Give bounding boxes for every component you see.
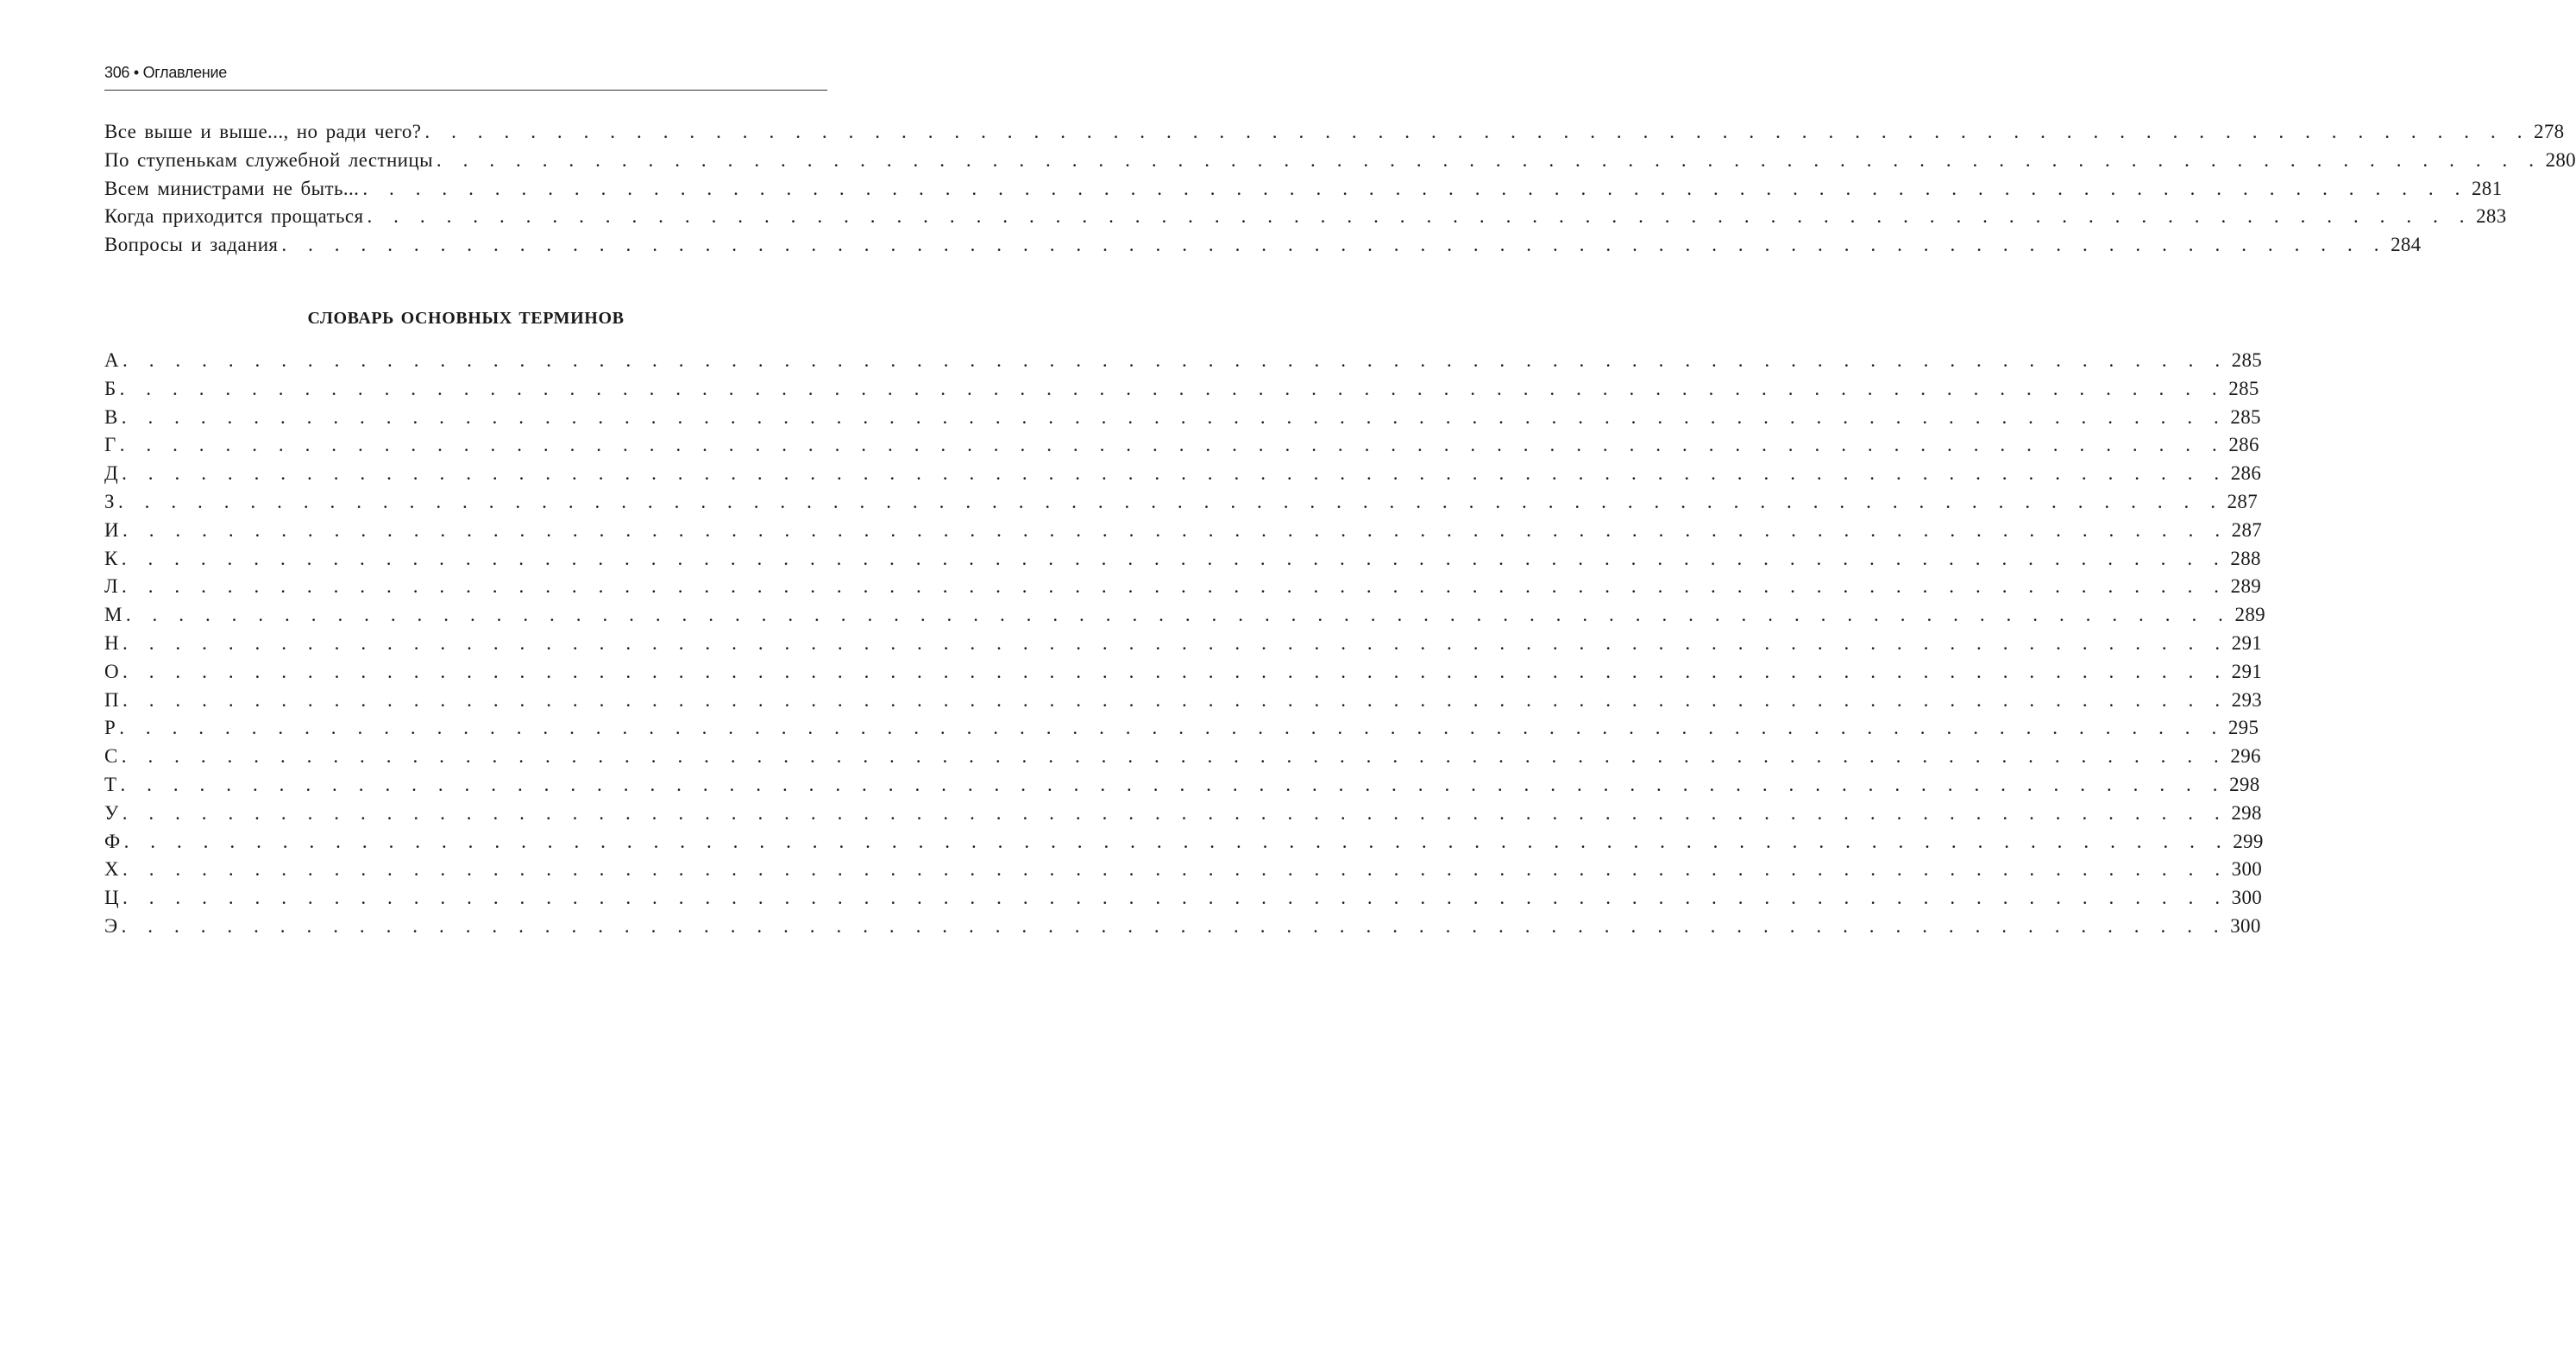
toc-entry-label: Все выше и выше..., но ради чего?	[104, 121, 422, 142]
toc-entry-label: С	[104, 745, 118, 768]
toc-entry-label: Т	[104, 773, 117, 795]
toc-entry-page: 298	[2229, 773, 2260, 795]
header-rule	[104, 90, 827, 91]
toc-entry[interactable]	[104, 771, 2260, 800]
toc-entry[interactable]	[104, 687, 2263, 715]
toc-entry[interactable]	[104, 175, 2503, 204]
toc-entry[interactable]	[104, 118, 2565, 147]
toc-entry-page: 295	[2227, 717, 2259, 739]
toc-entry[interactable]	[104, 800, 2262, 828]
toc-entry-page: 286	[2228, 434, 2259, 456]
toc-entry[interactable]	[104, 347, 2263, 375]
toc-entry-page: 298	[2231, 801, 2262, 824]
toc-entry-label: Ц	[104, 887, 120, 909]
header-separator: •	[133, 64, 139, 81]
header-section: Оглавление	[142, 64, 227, 81]
toc-entry[interactable]	[104, 884, 2263, 913]
dot-leader: . . . . . . . . . . . . . . . . . . . . . . . . . . . . . . . . . . . . . . . . . . . . . . . . . . . . . . . . . . . . . . . . . . . . . . . . . . . . . . . .	[367, 205, 2473, 228]
dot-leader: . . . . . . . . . . . . . . . . . . . . . . . . . . . . . . . . . . . . . . . . . . . . . . . . . . . . . . . . . . . . . . . . . . . . . . . . . . . . . . . .	[119, 434, 2226, 456]
dot-leader: . . . . . . . . . . . . . . . . . . . . . . . . . . . . . . . . . . . . . . . . . . . . . . . . . . . . . . . . . . . . . . . . . . . . . . . . . . . . . . . .	[123, 858, 2228, 881]
toc-entry-page: 289	[2234, 604, 2265, 626]
toc-entry[interactable]	[104, 828, 2264, 856]
dot-leader: . . . . . . . . . . . . . . . . . . . . . . . . . . . . . . . . . . . . . . . . . . . . . . . . . . . . . . . . . . . . . . . . . . . . . . . . . . . . . . . .	[120, 773, 2227, 795]
dictionary-title: СЛОВАРЬ ОСНОВНЫХ ТЕРМИНОВ	[307, 309, 625, 328]
toc-entry-label: К	[104, 547, 118, 569]
dot-leader: . . . . . . . . . . . . . . . . . . . . . . . . . . . . . . . . . . . . . . . . . . . . . . . . . . . . . . . . . . . . . . . . . . . . . . . . . . . . . . . .	[123, 349, 2228, 371]
toc-entry-label: Э	[104, 914, 118, 937]
toc-entry-page: 285	[2230, 405, 2261, 428]
toc-entry-label: И	[104, 518, 120, 541]
toc-entry-label: М	[104, 604, 123, 626]
toc-entry-page: 286	[2230, 462, 2262, 485]
dot-leader: . . . . . . . . . . . . . . . . . . . . . . . . . . . . . . . . . . . . . . . . . . . . . . . . . . . . . . . . . . . . . . . . . . . . . . . . . . . . . . . .	[119, 717, 2225, 739]
toc-entry-label: А	[104, 349, 120, 371]
toc-entry-label: Когда приходится прощаться	[104, 205, 364, 228]
page-number: 306	[104, 64, 130, 81]
dot-leader: . . . . . . . . . . . . . . . . . . . . . . . . . . . . . . . . . . . . . . . . . . . . . . . . . . . . . . . . . . . . . . . . . . . . . . . . . . . . . . . .	[121, 745, 2227, 768]
toc-entry-page: 283	[2476, 205, 2507, 228]
dot-leader: . . . . . . . . . . . . . . . . . . . . . . . . . . . . . . . . . . . . . . . . . . . . . . . . . . . . . . . . . . . . . . . . . . . . . . . . . . . . . . . .	[436, 148, 2542, 171]
toc-entry[interactable]	[104, 630, 2263, 658]
dot-leader: . . . . . . . . . . . . . . . . . . . . . . . . . . . . . . . . . . . . . . . . . . . . . . . . . . . . . . . . . . . . . . . . . . . . . . . . . . . . . . . .	[281, 234, 2388, 256]
toc-entry[interactable]	[104, 404, 2261, 432]
toc-entry-label: Р	[104, 717, 116, 739]
dot-leader: . . . . . . . . . . . . . . . . . . . . . . . . . . . . . . . . . . . . . . . . . . . . . . . . . . . . . . . . . . . . . . . . . . . . . . . . . . . . . . . .	[121, 405, 2227, 428]
toc-entry-label: В	[104, 405, 118, 428]
toc-entry-page: 296	[2230, 745, 2261, 768]
toc-entry[interactable]	[104, 545, 2261, 574]
toc-entry[interactable]	[104, 714, 2259, 743]
toc-entry-page: 278	[2534, 121, 2565, 142]
toc-entry-label: О	[104, 660, 120, 682]
toc-list	[104, 118, 2576, 260]
toc-entry[interactable]	[104, 743, 2261, 771]
dot-leader: . . . . . . . . . . . . . . . . . . . . . . . . . . . . . . . . . . . . . . . . . . . . . . . . . . . . . . . . . . . . . . . . . . . . . . . . . . . . . . . .	[119, 377, 2226, 399]
toc-entry-label: П	[104, 688, 120, 711]
dot-leader: . . . . . . . . . . . . . . . . . . . . . . . . . . . . . . . . . . . . . . . . . . . . . . . . . . . . . . . . . . . . . . . . . . . . . . . . . . . . . . . .	[123, 518, 2228, 541]
toc-entry-page: 281	[2471, 177, 2503, 199]
toc-entry-page: 284	[2391, 234, 2422, 256]
dot-leader: . . . . . . . . . . . . . . . . . . . . . . . . . . . . . . . . . . . . . . . . . . . . . . . . . . . . . . . . . . . . . . . . . . . . . . . . . . . . . . . .	[122, 462, 2227, 485]
toc-entry-label: Н	[104, 631, 120, 654]
toc-entry-page: 293	[2231, 688, 2263, 711]
toc-entry-label: Х	[104, 858, 120, 881]
toc-entry-page: 300	[2231, 887, 2263, 909]
toc-entry-page: 280	[2545, 148, 2576, 171]
toc-entry-label: Вопросы и задания	[104, 234, 279, 256]
running-head	[104, 64, 227, 82]
toc-entry-page: 285	[2231, 349, 2263, 371]
dot-leader: . . . . . . . . . . . . . . . . . . . . . . . . . . . . . . . . . . . . . . . . . . . . . . . . . . . . . . . . . . . . . . . . . . . . . . . . . . . . . . . .	[122, 575, 2227, 598]
toc-entry-label: Д	[104, 462, 119, 485]
dot-leader: . . . . . . . . . . . . . . . . . . . . . . . . . . . . . . . . . . . . . . . . . . . . . . . . . . . . . . . . . . . . . . . . . . . . . . . . . . . . . . . .	[123, 660, 2228, 682]
dot-leader: . . . . . . . . . . . . . . . . . . . . . . . . . . . . . . . . . . . . . . . . . . . . . . . . . . . . . . . . . . . . . . . . . . . . . . . . . . . . . . . .	[123, 830, 2230, 852]
toc-entry-label: Б	[104, 377, 116, 399]
toc-entry-page: 300	[2230, 914, 2261, 937]
toc-entry-page: 287	[2231, 518, 2263, 541]
toc-entry[interactable]	[104, 203, 2507, 231]
toc-entry[interactable]	[104, 431, 2259, 460]
dictionary-list	[104, 347, 2265, 941]
toc-entry-page: 291	[2231, 631, 2263, 654]
toc-entry-page: 300	[2231, 858, 2263, 881]
toc-entry-label: У	[104, 801, 119, 824]
toc-entry[interactable]	[104, 375, 2259, 404]
dot-leader: . . . . . . . . . . . . . . . . . . . . . . . . . . . . . . . . . . . . . . . . . . . . . . . . . . . . . . . . . . . . . . . . . . . . . . . . . . . . . . . .	[123, 631, 2228, 654]
toc-entry-label: Ф	[104, 830, 121, 852]
toc-entry[interactable]	[104, 573, 2262, 601]
toc-entry[interactable]	[104, 460, 2262, 488]
toc-entry[interactable]	[104, 913, 2261, 941]
toc-entry[interactable]	[104, 231, 2422, 260]
dot-leader: . . . . . . . . . . . . . . . . . . . . . . . . . . . . . . . . . . . . . . . . . . . . . . . . . . . . . . . . . . . . . . . . . . . . . . . . . . . . . . . .	[123, 887, 2228, 909]
dot-leader: . . . . . . . . . . . . . . . . . . . . . . . . . . . . . . . . . . . . . . . . . . . . . . . . . . . . . . . . . . . . . . . . . . . . . . . . . . . . . . . .	[424, 121, 2531, 142]
toc-entry-label: Л	[104, 575, 118, 598]
toc-entry-page: 291	[2231, 660, 2263, 682]
dot-leader: . . . . . . . . . . . . . . . . . . . . . . . . . . . . . . . . . . . . . . . . . . . . . . . . . . . . . . . . . . . . . . . . . . . . . . . . . . . . . . . .	[117, 490, 2224, 512]
toc-entry[interactable]	[104, 147, 2576, 175]
toc-entry-page: 288	[2230, 547, 2261, 569]
toc-entry-page: 299	[2233, 830, 2264, 852]
toc-entry-label: Г	[104, 434, 116, 456]
dot-leader: . . . . . . . . . . . . . . . . . . . . . . . . . . . . . . . . . . . . . . . . . . . . . . . . . . . . . . . . . . . . . . . . . . . . . . . . . . . . . . . .	[125, 604, 2232, 626]
toc-entry-label: По ступенькам служебной лестницы	[104, 148, 433, 171]
dot-leader: . . . . . . . . . . . . . . . . . . . . . . . . . . . . . . . . . . . . . . . . . . . . . . . . . . . . . . . . . . . . . . . . . . . . . . . . . . . . . . . .	[122, 801, 2228, 824]
toc-entry[interactable]	[104, 488, 2258, 517]
dot-leader: . . . . . . . . . . . . . . . . . . . . . . . . . . . . . . . . . . . . . . . . . . . . . . . . . . . . . . . . . . . . . . . . . . . . . . . . . . . . . . . .	[121, 547, 2227, 569]
dot-leader: . . . . . . . . . . . . . . . . . . . . . . . . . . . . . . . . . . . . . . . . . . . . . . . . . . . . . . . . . . . . . . . . . . . . . . . . . . . . . . . .	[123, 688, 2228, 711]
toc-entry-page: 287	[2227, 490, 2258, 512]
toc-entry[interactable]	[104, 517, 2263, 545]
dot-leader: . . . . . . . . . . . . . . . . . . . . . . . . . . . . . . . . . . . . . . . . . . . . . . . . . . . . . . . . . . . . . . . . . . . . . . . . . . . . . . . .	[121, 914, 2227, 937]
toc-entry-page: 289	[2230, 575, 2262, 598]
toc-entry-page: 285	[2228, 377, 2259, 399]
toc-entry[interactable]	[104, 601, 2265, 630]
toc-entry-label: З	[104, 490, 115, 512]
dot-leader: . . . . . . . . . . . . . . . . . . . . . . . . . . . . . . . . . . . . . . . . . . . . . . . . . . . . . . . . . . . . . . . . . . . . . . . . . . . . . . . .	[362, 177, 2468, 199]
toc-entry[interactable]	[104, 658, 2263, 687]
toc-entry-label: Всем министрами не быть...	[104, 177, 360, 199]
toc-entry[interactable]	[104, 856, 2263, 884]
